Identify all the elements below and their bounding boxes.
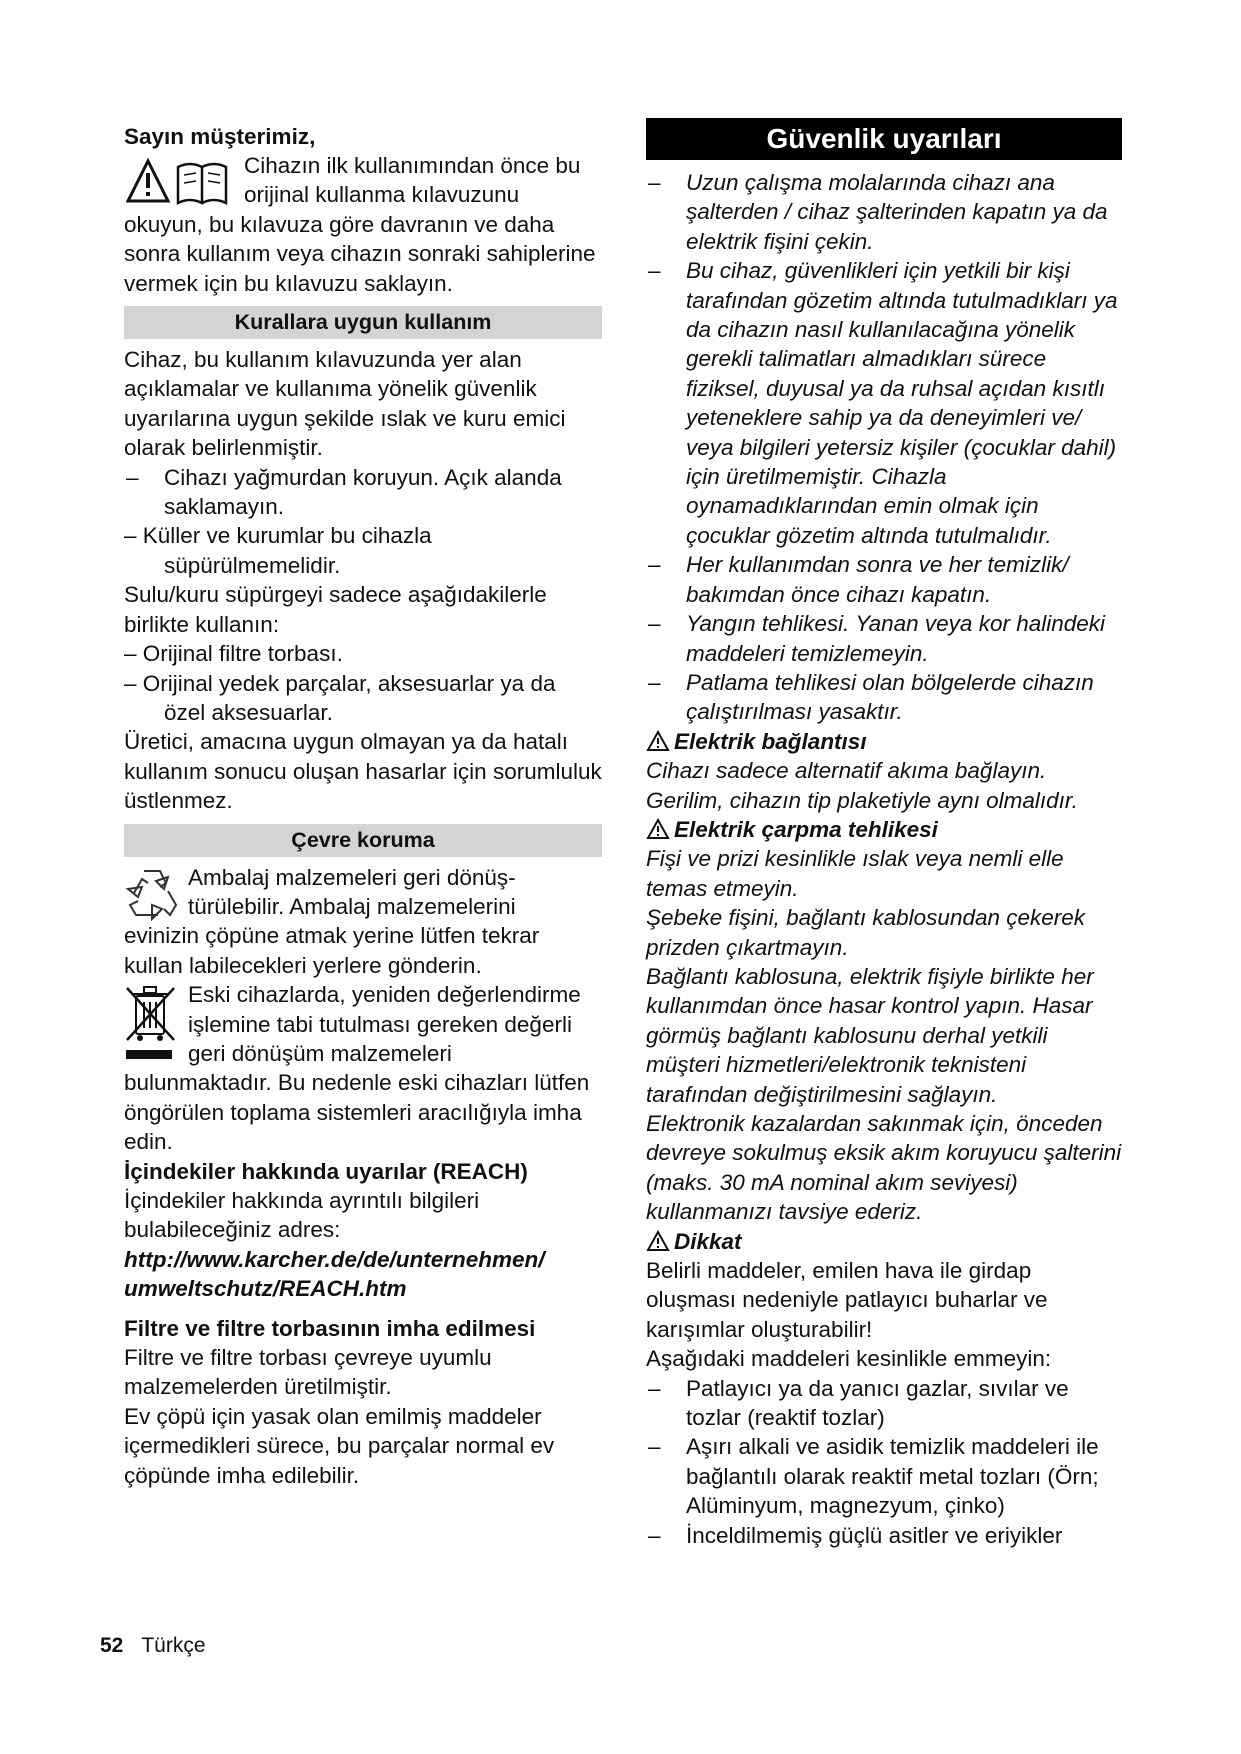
- language-label: Türkçe: [141, 1634, 206, 1657]
- list-item: – Patlayıcı ya da yanıcı gazlar, sıvılar ve tozlar (reaktif tozlar): [648, 1375, 1069, 1431]
- reach-text: İçindekiler hakkında ayrıntılı bilgileri bulabileceğiniz adres:: [124, 1188, 480, 1243]
- caution-heading: Dikkat: [646, 1227, 1122, 1256]
- dash-marker: –: [648, 1375, 661, 1401]
- list-item: – Her kullanımdan sonra ve her temizlik/ bakımdan önce cihazı kapatın.: [648, 552, 1069, 607]
- list-item: – Yangın tehlikesi. Yanan veya kor halindeki maddeleri temizlemeyin.: [648, 611, 1106, 666]
- dash-marker: –: [126, 464, 139, 490]
- dash-marker: –: [648, 1522, 661, 1548]
- weee-rest: bulunmaktadır. Bu nedenle eski cihazları lütfen öngörülen toplama sistemleri aracılığıyla imha edin.: [124, 1070, 590, 1155]
- shock-text-1: Fişi ve prizi kesinlikle ıslak veya nemli elle temas etmeyin.: [646, 846, 1064, 901]
- dash-marker: –: [648, 552, 661, 578]
- electric-connection-text: Cihazı sadece alternatif akıma bağlayın. Gerilim, cihazın tip plaketiyle aynı olmalıdır.: [646, 758, 1078, 813]
- shock-text-2: Şebeke fişini, bağlantı kablosundan çekerek prizden çıkartmayın.: [646, 905, 1086, 960]
- page-number: 52: [100, 1634, 124, 1657]
- list-item: – Aşırı alkali ve asidik temizlik maddeleri ile bağlantılı olarak reaktif metal tozları (Örn; Alüminyum, magnezyum, çinko): [648, 1434, 1099, 1519]
- right-column: [646, 118, 1122, 1550]
- section-title-environment: Çevre koruma: [124, 824, 602, 857]
- filter-title: Filtre ve filtre torbasının imha edilmesi: [124, 1315, 536, 1341]
- shock-text-4: Elektronik kazalardan sakınmak için, önceden devreye sokulmuş eksik akım koruyucu şalterini (maks. 30 mA nominal akım seviyesi) kullanmanızı tavsiye ederiz.: [646, 1111, 1122, 1225]
- list-item: – Patlama tehlikesi olan bölgelerde cihazın çalıştırılması yasaktır.: [648, 669, 1094, 725]
- dash-marker: –: [648, 669, 661, 695]
- warning-icon: [646, 1230, 670, 1252]
- filter-text-1: Filtre ve filtre torbası çevreye uyumlu malzemelerden üretilmiştir.: [124, 1345, 492, 1400]
- intro-with-icons: [124, 151, 602, 210]
- section-title-intended-use: Kurallara uygun kullanım: [124, 306, 602, 339]
- warning-book-icon: [126, 157, 234, 211]
- intro-first: Cihazın ilk kullanımından önce bu orijinal kullanma kılavuzunu: [244, 153, 581, 208]
- list-item: – Cihazı yağmurdan koruyun. Açık alanda saklamayın.: [126, 464, 562, 520]
- weee-block: [124, 980, 602, 1068]
- usage-note: Sulu/kuru süpürgeyi sadece aşağıdakilerle birlikte kullanın:: [124, 582, 547, 637]
- reach-url-line1[interactable]: http://www.karcher.de/de/unternehmen/: [124, 1246, 545, 1272]
- list-item: – Bu cihaz, güvenlikleri için yetkili bir kişi tarafından gözetim altında tutulmadıkları ya da cihazın nasıl kullanılacağına yönelik gerekli talimatları almadıkları sürece fiziksel, duyusal ya da ruhsal açıdan kısıtlı yeteneklere sahip ya da deneyimleri ve/ veya bilgileri yetersiz kişiler (çocuklar dahil) için üretilmemiştir. Cihazla oynamadıklarından emin olmak için çocuklar gözetim altında tutulmalıdır.: [648, 258, 1118, 548]
- list-item: – Orijinal yedek parçalar, aksesuarlar ya da özel aksesuarlar.: [124, 670, 556, 725]
- filter-text-2: Ev çöpü için yasak olan emilmiş maddeler içermedikleri sürece, bu parçalar normal ev çöpünde imha edilebilir.: [124, 1403, 555, 1488]
- warning-icon: [646, 730, 670, 752]
- list-item: – Uzun çalışma molalarında cihazı ana şalterden / cihaz şalterinden kapatın ya da elektrik fişini çekin.: [648, 170, 1108, 254]
- warning-icon: [646, 818, 670, 840]
- dash-marker: –: [648, 170, 661, 195]
- electric-shock-heading: Elektrik çarpma tehlikesi: [646, 815, 1122, 844]
- electric-connection-heading: Elektrik bağlantısı: [646, 727, 1122, 756]
- list-item: – Küller ve kurumlar bu cihazla süpürülmemelidir.: [124, 523, 432, 578]
- recycle-icon: [124, 865, 180, 921]
- recycle-text: Ambalaj malzemeleri geri dönüş-türülebilir. Ambalaj malzemelerini: [188, 864, 516, 919]
- intended-use-text: Cihaz, bu kullanım kılavuzunda yer alan açıklamalar ve kullanıma yönelik güvenlik uyarılarına uygun şekilde ıslak ve kuru emici olarak belirlenmiştir.: [124, 347, 566, 461]
- reach-url-line2[interactable]: umweltschutz/REACH.htm: [124, 1276, 407, 1302]
- reach-title: İçindekiler hakkında uyarılar (REACH): [124, 1158, 528, 1184]
- left-column: [124, 118, 602, 1490]
- caution-text-1: Belirli maddeler, emilen hava ile girdap oluşması nedeniyle patlayıcı buharlar ve karışımlar oluşturabilir!: [646, 1258, 1048, 1342]
- weee-text: Eski cihazlarda, yeniden değerlendirme işlemine tabi tutulması gereken değerli geri dönüşüm malzemeleri: [188, 982, 581, 1066]
- caution-text-2: Aşağıdaki maddeleri kesinlikle emmeyin:: [646, 1346, 1052, 1372]
- liability-text: Üretici, amacına uygun olmayan ya da hatalı kullanım sonucu oluşan hasarlar için sorumluluk üstlenmez.: [124, 729, 602, 814]
- list-item: – İnceldilmemiş güçlü asitler ve eriyikler: [646, 1521, 1122, 1550]
- dash-marker: –: [648, 611, 661, 637]
- intro-rest: okuyun, bu kılavuza göre davranın ve daha sonra kullanım veya cihazın sonraki sahiplerine vermek için bu kılavuzu saklayın.: [124, 211, 596, 296]
- page-footer: [100, 1634, 206, 1658]
- safety-title: Güvenlik uyarıları: [646, 118, 1122, 160]
- dash-marker: –: [648, 1434, 661, 1460]
- dash-marker: –: [648, 258, 661, 284]
- recycle-block: [124, 863, 602, 922]
- recycle-rest: evinizin çöpüne atmak yerine lütfen tekrar kullan labilecekleri yerlere gönderin.: [124, 923, 540, 978]
- shock-text-3: Bağlantı kablosuna, elektrik fişiyle birlikte her kullanımdan önce hasar kontrol yapın. Hasar görmüş bağlantı kablosunu derhal yetkili müşteri hizmetleri/elektronik teknisteni tarafından değiştirilmesini sağlayın.: [646, 963, 1094, 1107]
- greeting: Sayın müşterimiz,: [124, 124, 316, 149]
- crossed-bin-icon: [124, 982, 178, 1060]
- list-item: – Orijinal filtre torbası.: [124, 641, 343, 667]
